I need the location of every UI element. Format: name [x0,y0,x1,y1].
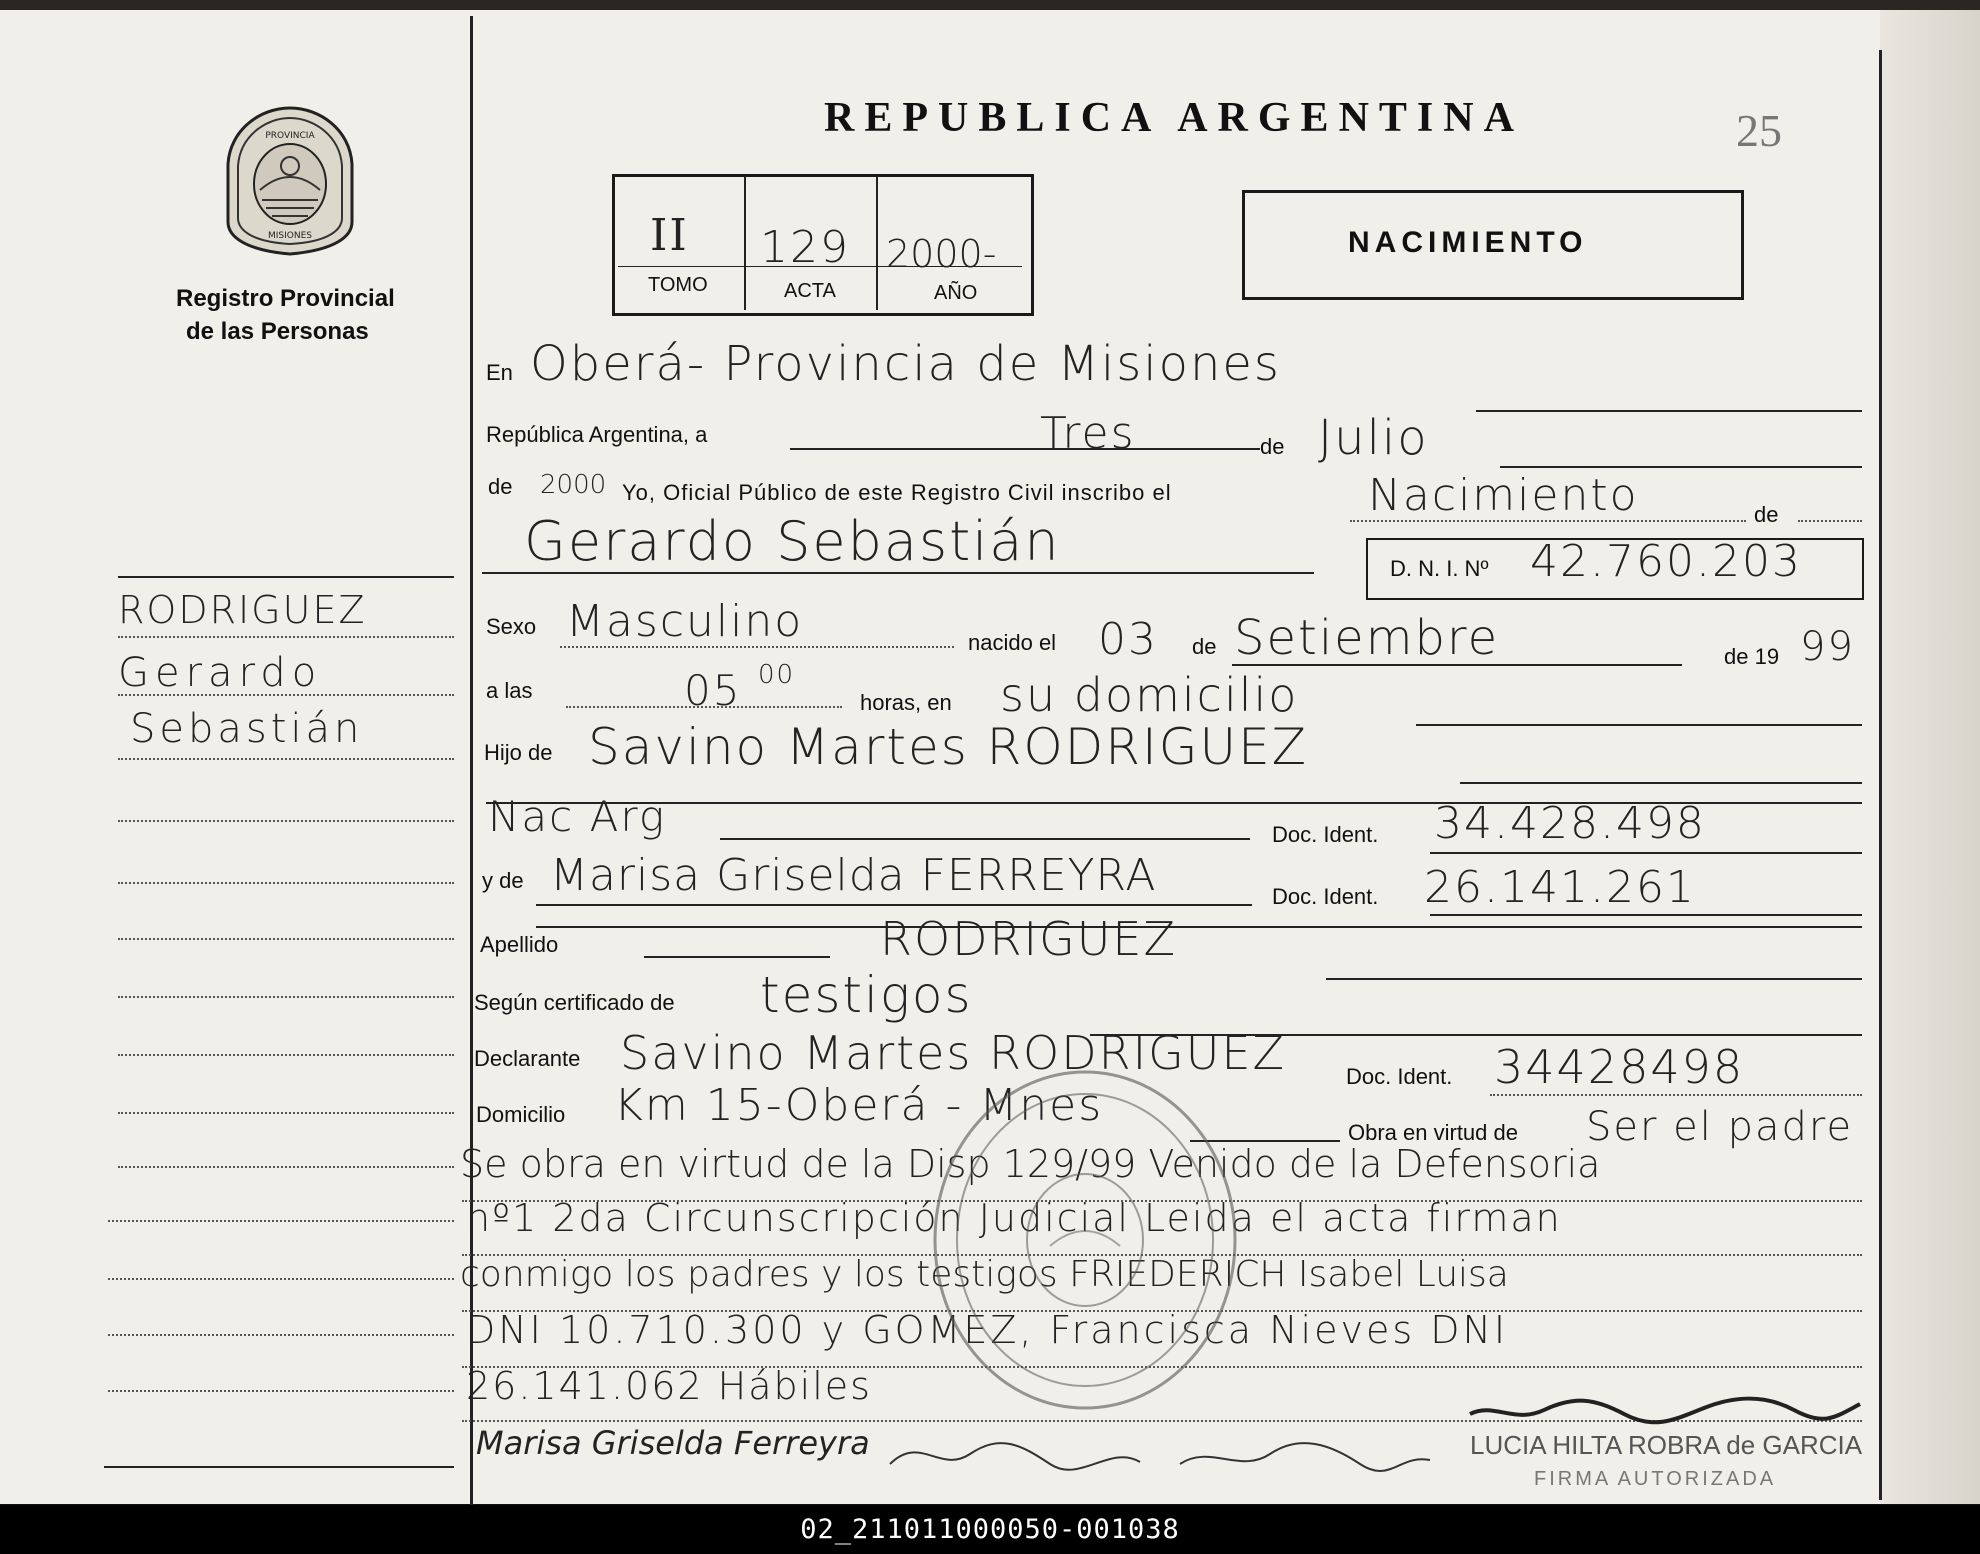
margin-first-name: Gerardo [118,650,323,696]
year-handwritten: 2000 [540,470,607,500]
place-value: Oberá- Provincia de Misiones [530,336,1281,392]
margin-rule [108,1390,454,1392]
signatures-handwritten: Marisa Griselda Ferreyra [476,1424,870,1462]
declarante-label: Declarante [474,1046,581,1071]
margin-bottom-rule [104,1466,454,1468]
domicilio-label: Domicilio [476,1102,566,1127]
record-type-title: NACIMIENTO [1348,226,1588,259]
father-nationality: Nac Arg [488,792,667,841]
mother-name: Marisa Griselda FERREYRA [550,850,1157,901]
registry-name-line2: de las Personas [186,318,369,345]
birth-day: 03 [1098,614,1158,665]
registry-name-line1: Registro Provincial [176,285,395,312]
sexo-label: Sexo [486,614,537,639]
margin-rule [118,1054,454,1056]
note-line: 26.141.062 Hábiles [466,1364,872,1408]
birth-year-label: de 19 [1724,644,1780,669]
apellido-label: Apellido [480,932,559,957]
ano-label: AÑO [934,282,978,304]
right-border-line [1879,50,1882,1500]
page-right-edge [1880,10,1980,1504]
note-line: conmigo los padres y los testigos FRIEDERICH Isabel Luisa [460,1254,1509,1295]
birthplace: su domicilio [1000,668,1299,722]
note-line: nº1 2da Circunscripción Judicial Leida el acta firman [466,1196,1562,1240]
declarante-value: Savino Martes RODRIGUEZ [620,1026,1287,1080]
seal-text-top: PROVINCIA [265,131,315,141]
margin-rule [118,820,454,822]
day-rule [790,448,1260,450]
place-rule [1476,410,1862,412]
apellido-rule [644,956,830,958]
box-divider [744,176,746,310]
margin-rule [118,996,454,998]
y-de-label: y de [482,868,524,893]
mother-doc-label: Doc. Ident. [1272,884,1379,909]
nat-rule [720,838,1250,840]
apellido-rule-2 [1326,978,1862,980]
ano-value: 2000- [886,232,997,276]
de-label-2: de [1754,502,1779,527]
officer-signature-icon [1464,1384,1864,1434]
note-line: DNI 10.710.300 y GOMEZ, Francisca Nieves DNI [466,1308,1509,1352]
margin-rule [118,1166,454,1168]
margin-rule [118,694,454,696]
box-divider [876,176,878,310]
dni-label: D. N. I. Nº [1390,556,1489,581]
birth-month: Setiembre [1234,610,1500,666]
minutes-value: 00 [758,660,796,690]
declarante-doc-rule [1490,1094,1862,1096]
acta-label: ACTA [784,280,836,302]
hour-value: 05 [684,666,742,715]
margin-rule [108,1278,454,1280]
official-stamp-icon [920,1060,1250,1420]
republica-label: República Argentina, a [486,422,708,447]
day-word: Tres [1040,408,1136,459]
declarante-doc-label: Doc. Ident. [1346,1064,1453,1089]
segun-value: testigos [760,966,973,1024]
sexo-value: Masculino [566,596,804,647]
officer-title: FIRMA AUTORIZADA [1534,1468,1777,1490]
mother-rule-2 [536,926,1862,928]
father-doc: 34.428.498 [1434,798,1706,849]
margin-rule [118,758,454,760]
inscribo-label: Yo, Oficial Público de este Registro Civil inscribo el [622,480,1172,505]
tomo-value: II [650,210,689,261]
acta-value: 129 [760,222,850,273]
birthplace-rule [1416,724,1862,726]
birth-de-label: de [1192,634,1217,659]
dni-value: 42.760.203 [1530,536,1802,587]
image-code: 02_211011000050-001038 [0,1505,1980,1554]
tomo-label: TOMO [648,274,708,296]
child-names: Gerardo Sebastián [524,510,1061,573]
father-doc-rule [1430,852,1862,854]
father-doc-label: Doc. Ident. [1272,822,1379,847]
a-las-label: a las [486,678,533,703]
box-rule [618,266,1022,267]
mother-rule [536,904,1252,906]
country-title: REPUBLICA ARGENTINA [824,95,1524,141]
margin-surname: RODRIGUEZ [118,588,367,632]
act-word: Nacimiento [1368,470,1639,521]
obra-label: Obra en virtud de [1348,1120,1518,1145]
domicilio-value: Km 15-Oberá - Mnes [614,1080,1104,1131]
declarante-doc: 34428498 [1494,1040,1745,1094]
apellido-value: RODRIGUEZ [880,912,1178,966]
act-rule-end [1798,520,1862,522]
de-year-label: de [488,474,513,499]
father-name: Savino Martes RODRIGUEZ [588,718,1308,776]
segun-label: Según certificado de [474,990,675,1015]
seal-text-bottom: MISIONES [267,231,313,241]
month-rule [1500,466,1862,468]
sexo-rule [560,646,954,648]
mother-doc: 26.141.261 [1424,862,1696,913]
margin-second-name: Sebastián [130,706,364,752]
province-seal-icon [222,104,358,258]
page-number: 25 [1736,105,1782,156]
note-line: Se obra en virtud de la Disp 129/99 Venido de la Defensoria [460,1142,1601,1186]
father-rule [1460,782,1862,784]
act-rule [1350,520,1746,522]
margin-rule [118,882,454,884]
mother-doc-rule [1430,914,1862,916]
margin-rule [118,938,454,940]
margin-top-rule [118,576,454,578]
margin-rule [118,636,454,638]
obra-value: Ser el padre [1586,1104,1854,1150]
child-rule [482,572,1314,574]
en-label: En [486,360,513,385]
nacido-label: nacido el [968,630,1057,655]
birth-month-rule [1232,664,1682,666]
signature-scribble-icon [880,1424,1440,1484]
officer-name: LUCIA HILTA ROBRA de GARCIA [1470,1430,1863,1460]
margin-rule [108,1220,454,1222]
margin-rule [108,1334,454,1336]
de-label: de [1260,434,1285,459]
horas-label: horas, en [860,690,952,715]
birth-year: 99 [1800,624,1855,670]
hijo-label: Hijo de [484,740,553,765]
month-word: Julio [1318,410,1429,466]
margin-rule [118,1112,454,1114]
